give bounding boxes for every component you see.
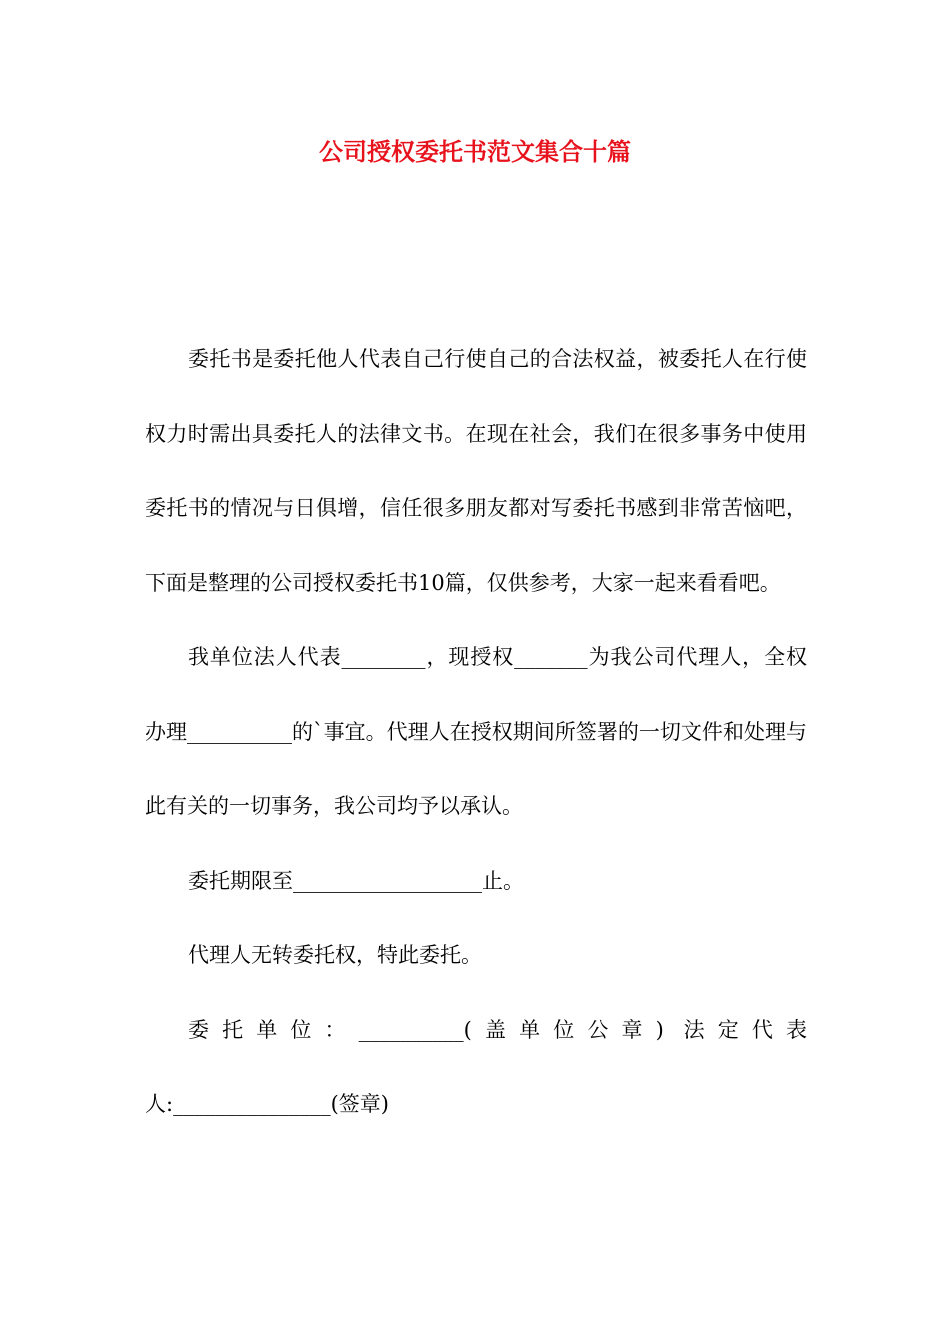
signature-paragraph: 委托单位：__________(盖单位公章) 法定代表人:_______________(签章) [145,1017,807,1116]
no-subdelegation-paragraph: 代理人无转委托权，特此委托。 [188,943,482,967]
intro-paragraph: 委托书是委托他人代表自己行使自己的合法权益，被委托人在行使权力时需出具委托人的法律文书。在现在社会，我们在很多事务中使用委托书的情况与日俱增，信任很多朋友都对写委托书感到非常苦恼吧，下面是整理的公司授权委托书10篇，仅供参考，大家一起来看看吧。 [145,347,807,595]
document-title: 公司授权委托书范文集合十篇 [319,137,631,166]
authorization-paragraph: 我单位法人代表________，现授权_______为我公司代理人，全权办理__________的`事宜。代理人在授权期间所签署的一切文件和处理与此有关的一切事务，我公司均予以承认。 [145,645,807,818]
document-body [145,322,807,1142]
term-paragraph: 委托期限至__________________止。 [188,868,524,893]
